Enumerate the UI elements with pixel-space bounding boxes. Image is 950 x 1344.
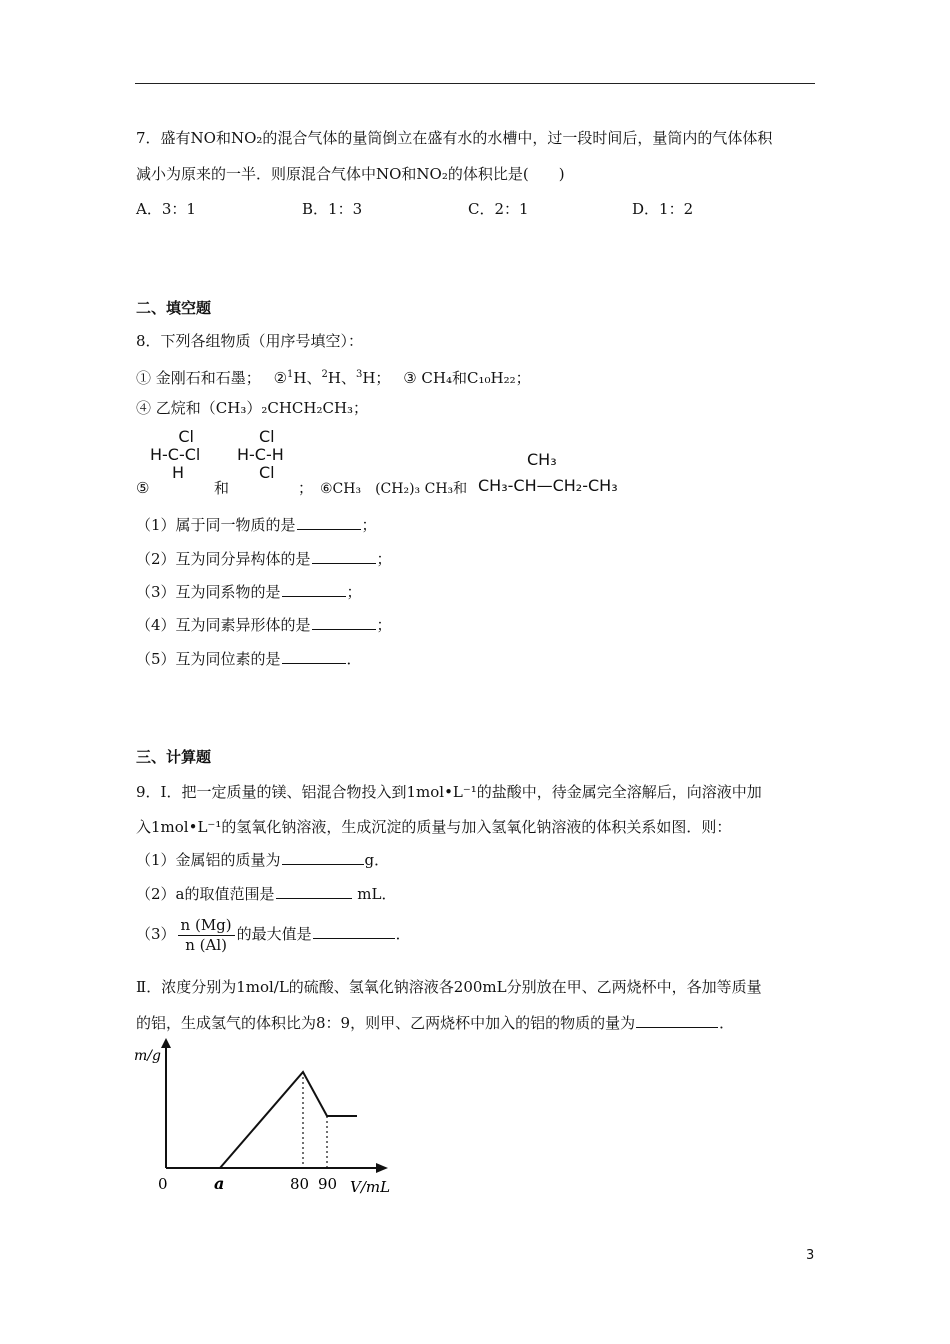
item6: ⑥CH₃ (CH₂)₃ CH₃和 [320, 481, 468, 497]
ratio-fraction [178, 916, 235, 955]
q8-items-row1 [136, 365, 531, 388]
answer-blank-6[interactable] [282, 850, 364, 865]
q9-sub1 [136, 850, 389, 870]
item5-and: 和 [214, 479, 230, 497]
q9-line2: 入1mol•L⁻¹的氢氧化钠溶液，生成沉淀的质量与加入氢氧化钠溶液的体积关系如图．则： [136, 818, 732, 836]
q9-sub3-text: （3） [136, 925, 176, 943]
tick-a: a [214, 1174, 225, 1193]
choice-b: B．1：3 [302, 200, 363, 218]
q8-sub5 [136, 649, 362, 669]
mass-curve [220, 1072, 357, 1168]
item2-h2: H、 [327, 369, 356, 387]
q9-ii-line1: Ⅱ．浓度分别为1mol/L的硫酸、氢氧化钠溶液各200mL分别放在甲、乙两烧杯中，各加等质量 [136, 978, 762, 996]
structure-b-bottom: Cl [259, 463, 275, 482]
q8-stem: 8．下列各组物质（用序号填空）： [136, 332, 364, 350]
isotope-sup-3: 3 [355, 369, 363, 380]
item4: ④ 乙烷和（CH₃）₂CHCH₂CH₃； [136, 399, 369, 417]
y-axis-arrow [161, 1038, 171, 1048]
y-axis-label: m/g [134, 1048, 161, 1064]
q8-sub2-text: （2）互为同分异构体的是 [136, 550, 311, 568]
fraction-denominator: n (Al) [185, 935, 227, 954]
isotope-sup-2: 2 [321, 369, 328, 380]
q8-sub1-text: （1）属于同一物质的是 [136, 516, 296, 534]
section2-title: 二、填空题 [136, 299, 212, 317]
tick-80: 80 [290, 1175, 310, 1193]
structure-b-mid: H-C-H [237, 445, 284, 464]
answer-blank-1[interactable] [297, 515, 361, 530]
answer-blank-7[interactable] [276, 884, 352, 899]
page-number: 3 [806, 1248, 815, 1263]
q9-sub2-end: mL． [352, 885, 397, 903]
choice-d: D．1：2 [632, 200, 694, 218]
answer-blank-5[interactable] [282, 649, 346, 664]
q9-sub1-text: （1）金属铝的质量为 [136, 851, 281, 869]
q8-sub3 [136, 582, 362, 602]
q8-sub3-text: （3）互为同系物的是 [136, 583, 281, 601]
structure-b-top: Cl [259, 427, 275, 446]
structure-a-mid: H-C-Cl [150, 445, 201, 464]
q8-sub5-text: （5）互为同位素的是 [136, 650, 281, 668]
q9-ii-line2-text: 的铝，生成氢气的体积比为8：9，则甲、乙两烧杯中加入的铝的物质的量为 [136, 1014, 636, 1032]
structure-a-top: Cl [178, 427, 194, 446]
item5-label: ⑤ [136, 479, 150, 497]
item5-sep: ； [298, 479, 314, 497]
precipitate-graph [128, 1038, 418, 1203]
section3-title: 三、计算题 [136, 748, 212, 766]
q8-sub2-end: ； [376, 550, 392, 568]
q8-sub1-end: ； [361, 516, 377, 534]
item2-label: ② [273, 369, 288, 387]
structure-c-main: CH₃-CH—CH₂-CH₃ [478, 476, 618, 495]
fraction-numerator: n (Mg) [178, 916, 235, 936]
answer-blank-4[interactable] [312, 615, 376, 630]
q9-sub3-mid: 的最大值是 [236, 925, 312, 943]
q9-sub1-end: g． [364, 851, 390, 869]
item2-h3: H； [362, 369, 391, 387]
origin-label: 0 [158, 1175, 168, 1193]
structure-c-top: CH₃ [527, 450, 557, 469]
item3: ③ CH₄和C₁₀H₂₂； [403, 369, 531, 387]
q9-line1: 9．Ⅰ．把一定质量的镁、铝混合物投入到1mol•L⁻¹的盐酸中，待金属完全溶解后，向溶液中加 [136, 783, 762, 801]
q9-sub3 [136, 914, 411, 955]
header-rule [135, 83, 815, 84]
q7-line1: 7．盛有NO和NO₂的混合气体的量筒倒立在盛有水的水槽中，过一段时间后，量筒内的气体体积 [136, 129, 773, 147]
q9-ii-line2 [136, 1013, 734, 1033]
choice-c: C．2：1 [468, 200, 529, 218]
q8-sub3-end: ； [346, 583, 362, 601]
q8-sub2 [136, 549, 392, 569]
q9-ii-end: ． [719, 1014, 735, 1032]
structure-a-bottom: H [172, 463, 185, 482]
tick-90: 90 [318, 1175, 338, 1193]
q8-sub4-end: ； [376, 616, 392, 634]
q9-sub2-text: （2）a的取值范围是 [136, 885, 275, 903]
x-axis-arrow [376, 1163, 388, 1173]
answer-blank-8[interactable] [313, 924, 395, 939]
q9-sub2 [136, 884, 396, 904]
q8-sub4 [136, 615, 392, 635]
structure-b [237, 428, 284, 482]
choice-a: A．3：1 [136, 200, 196, 218]
isotope-sup-1: 1 [287, 369, 294, 380]
q9-sub3-end: ． [395, 925, 411, 943]
answer-blank-3[interactable] [282, 582, 346, 597]
q7-line2: 减小为原来的一半．则原混合气体中NO和NO₂的体积比是( ) [136, 165, 565, 183]
answer-blank-2[interactable] [312, 549, 376, 564]
q8-sub1 [136, 515, 377, 535]
x-axis-label: V/mL [350, 1178, 391, 1196]
item2-h1: H、 [293, 369, 322, 387]
item1: ① 金刚石和石墨； [136, 369, 261, 387]
structure-a [150, 428, 200, 482]
q8-sub4-text: （4）互为同素异形体的是 [136, 616, 311, 634]
q8-sub5-end: ． [346, 650, 362, 668]
answer-blank-9[interactable] [636, 1013, 718, 1028]
